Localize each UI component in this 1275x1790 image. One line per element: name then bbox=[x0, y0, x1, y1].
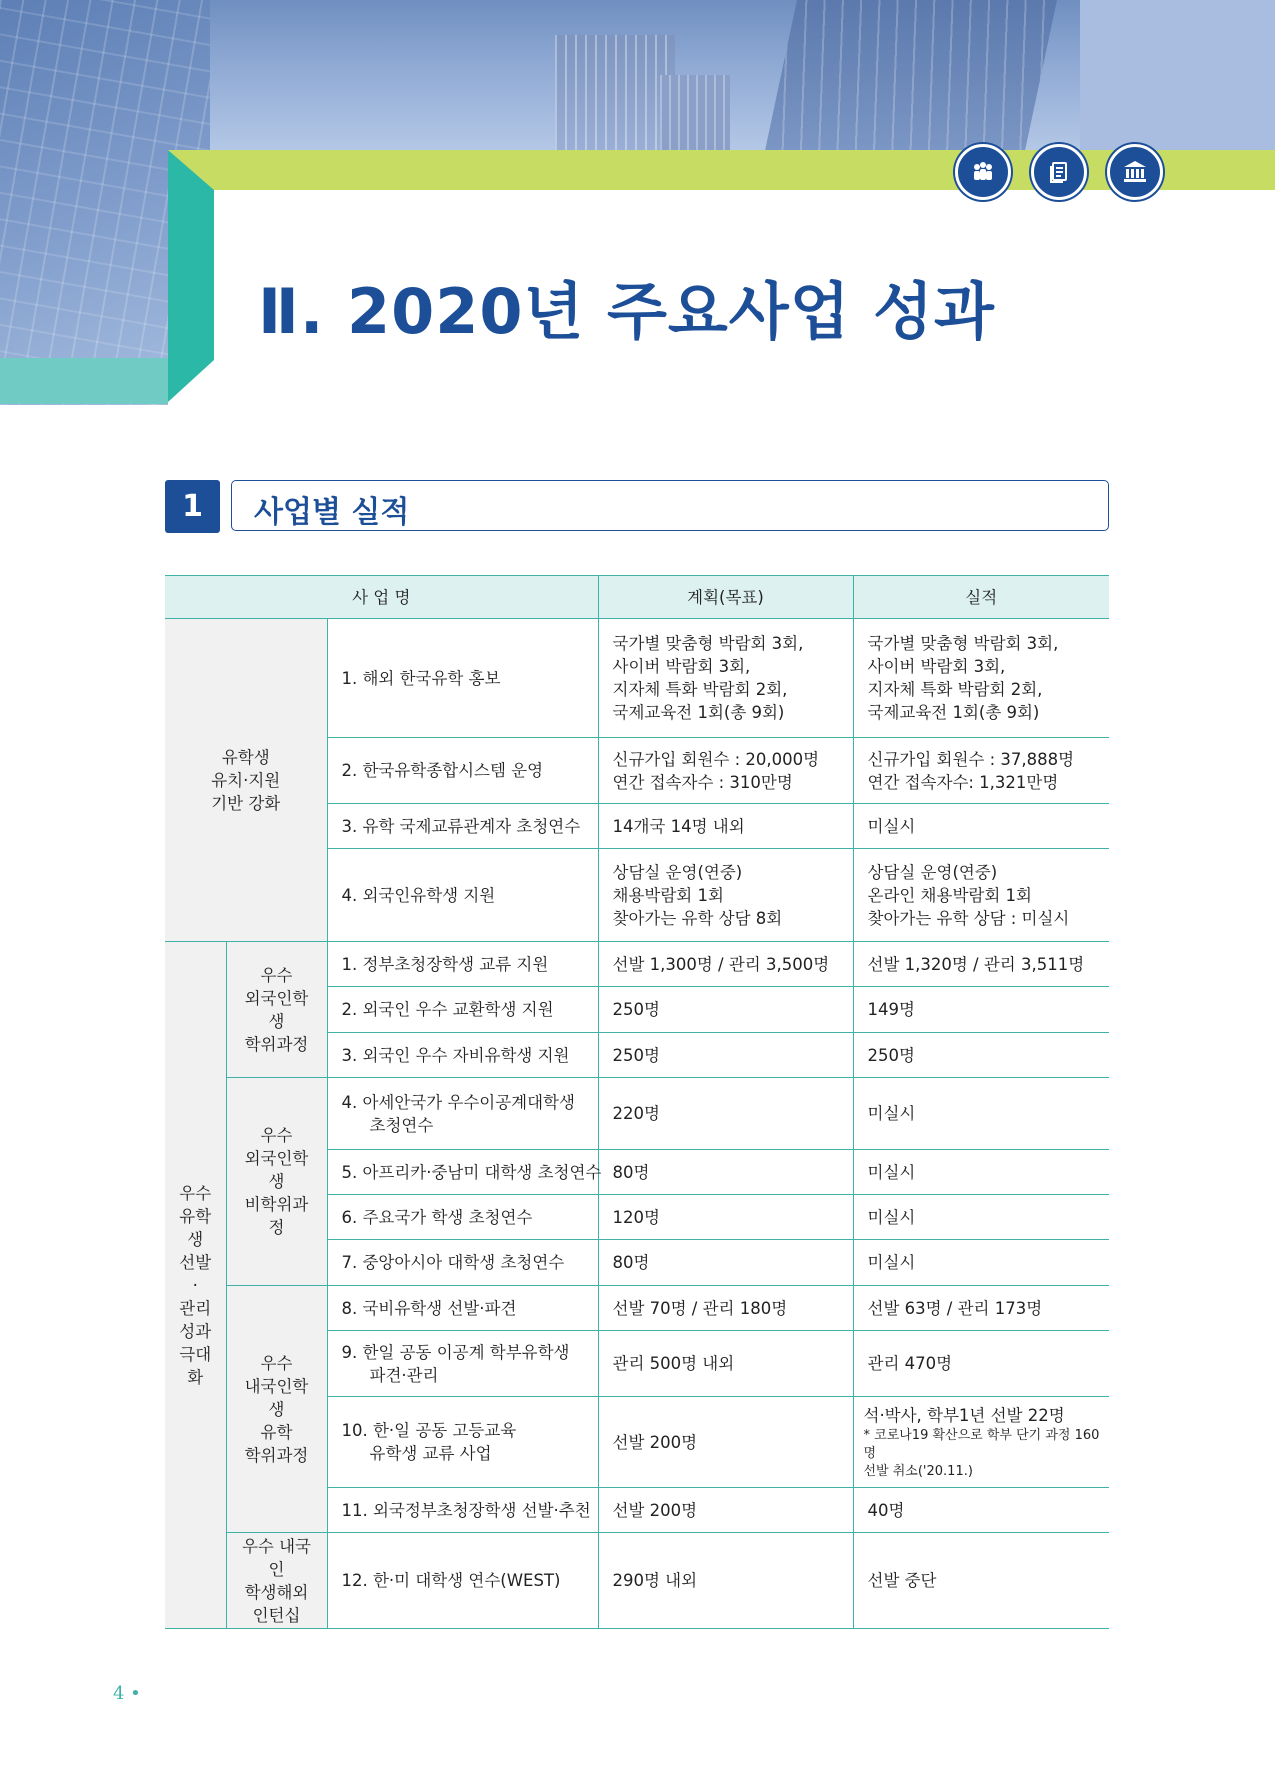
row-result: 국가별 맞춤형 박람회 3회, 사이버 박람회 3회, 지자체 특화 박람회 2회, 국제교육전 1회(총 9회) bbox=[853, 619, 1109, 738]
row-plan: 선발 200명 bbox=[598, 1397, 853, 1488]
row-plan: 14개국 14명 내외 bbox=[598, 804, 853, 849]
row-result: 미실시 bbox=[853, 1150, 1109, 1195]
row-plan: 신규가입 회원수 : 20,000명 연간 접속자수 : 310만명 bbox=[598, 738, 853, 804]
row-result: 미실시 bbox=[853, 804, 1109, 849]
subcategory-cell: 우수 외국인학생 학위과정 bbox=[226, 942, 327, 1078]
row-name: 8. 국비유학생 선발·파견 bbox=[327, 1286, 598, 1331]
building-image bbox=[763, 0, 1057, 160]
building-image bbox=[660, 75, 730, 160]
page-number: 4 • bbox=[113, 1683, 141, 1704]
category-cell: 유학생 유치·지원 기반 강화 bbox=[165, 619, 327, 942]
row-result: 250명 bbox=[853, 1033, 1109, 1078]
table-row bbox=[165, 1286, 1109, 1331]
section-number: 1 bbox=[165, 480, 220, 533]
page-title: Ⅱ. 2020년 주요사업 성과 bbox=[258, 275, 995, 348]
institution-icon bbox=[1107, 144, 1163, 200]
row-name: 3. 유학 국제교류관계자 초청연수 bbox=[327, 804, 598, 849]
row-name: 4. 아세안국가 우수이공계대학생 초청연수 bbox=[327, 1078, 598, 1150]
people-icon bbox=[955, 144, 1011, 200]
header-name: 사 업 명 bbox=[165, 576, 598, 619]
row-name: 9. 한일 공동 이공계 학부유학생 파견·관리 bbox=[327, 1331, 598, 1397]
row-name: 11. 외국정부초청장학생 선발·추천 bbox=[327, 1488, 598, 1533]
table-row bbox=[165, 1078, 1109, 1150]
decorative-band bbox=[168, 150, 214, 402]
table-row bbox=[165, 942, 1109, 987]
header-result: 실적 bbox=[853, 576, 1109, 619]
row-result: 149명 bbox=[853, 987, 1109, 1033]
row-result: 관리 470명 bbox=[853, 1331, 1109, 1397]
row-plan: 290명 내외 bbox=[598, 1533, 853, 1629]
table-row bbox=[165, 1533, 1109, 1629]
row-plan: 120명 bbox=[598, 1195, 853, 1240]
row-name: 4. 외국인유학생 지원 bbox=[327, 849, 598, 942]
row-plan: 관리 500명 내외 bbox=[598, 1331, 853, 1397]
subcategory-cell: 우수 내국인학생 유학 학위과정 bbox=[226, 1286, 327, 1533]
header-plan: 계획(목표) bbox=[598, 576, 853, 619]
building-image bbox=[555, 35, 675, 160]
row-plan: 250명 bbox=[598, 1033, 853, 1078]
table-row bbox=[165, 619, 1109, 738]
row-result: 미실시 bbox=[853, 1078, 1109, 1150]
subcategory-cell: 우수 외국인학생 비학위과정 bbox=[226, 1078, 327, 1286]
section-header bbox=[231, 480, 1109, 531]
row-plan: 250명 bbox=[598, 987, 853, 1033]
category-cell: 우수 유학생 선발· 관리 성과 극대화 bbox=[165, 942, 226, 1629]
building-image bbox=[1080, 0, 1275, 160]
row-name: 7. 중앙아시아 대학생 초청연수 bbox=[327, 1240, 598, 1286]
section-title: 사업별 실적 bbox=[254, 495, 410, 530]
row-plan: 80명 bbox=[598, 1240, 853, 1286]
row-result: 미실시 bbox=[853, 1195, 1109, 1240]
row-name: 2. 외국인 우수 교환학생 지원 bbox=[327, 987, 598, 1033]
result-note: * 코로나19 확산으로 학부 단기 과정 160명 선발 취소('20.11.) bbox=[863, 1427, 1100, 1479]
document-icon bbox=[1031, 144, 1087, 200]
row-plan: 선발 70명 / 관리 180명 bbox=[598, 1286, 853, 1331]
row-result: 신규가입 회원수 : 37,888명 연간 접속자수: 1,321만명 bbox=[853, 738, 1109, 804]
row-name: 3. 외국인 우수 자비유학생 지원 bbox=[327, 1033, 598, 1078]
row-plan: 국가별 맞춤형 박람회 3회, 사이버 박람회 3회, 지자체 특화 박람회 2회, 국제교육전 1회(총 9회) bbox=[598, 619, 853, 738]
row-name: 1. 해외 한국유학 홍보 bbox=[327, 619, 598, 738]
row-result: 선발 63명 / 관리 173명 bbox=[853, 1286, 1109, 1331]
row-name: 6. 주요국가 학생 초청연수 bbox=[327, 1195, 598, 1240]
row-result: 40명 bbox=[853, 1488, 1109, 1533]
row-result: 석·박사, 학부1년 선발 22명 * 코로나19 확산으로 학부 단기 과정 160명 선발 취소('20.11.) bbox=[853, 1397, 1109, 1488]
row-plan: 상담실 운영(연중) 채용박람회 1회 찾아가는 유학 상담 8회 bbox=[598, 849, 853, 942]
row-result: 미실시 bbox=[853, 1240, 1109, 1286]
row-result: 선발 1,320명 / 관리 3,511명 bbox=[853, 942, 1109, 987]
row-name: 5. 아프리카·중남미 대학생 초청연수 bbox=[327, 1150, 598, 1195]
performance-table bbox=[165, 575, 1109, 1629]
row-result: 선발 중단 bbox=[853, 1533, 1109, 1629]
row-plan: 선발 200명 bbox=[598, 1488, 853, 1533]
row-name: 1. 정부초청장학생 교류 지원 bbox=[327, 942, 598, 987]
row-result: 상담실 운영(연중) 온라인 채용박람회 1회 찾아가는 유학 상담 : 미실시 bbox=[853, 849, 1109, 942]
row-name: 12. 한·미 대학생 연수(WEST) bbox=[327, 1533, 598, 1629]
table-header-row bbox=[165, 576, 1109, 619]
row-name: 10. 한·일 공동 고등교육 유학생 교류 사업 bbox=[327, 1397, 598, 1488]
subcategory-cell: 우수 내국인 학생해외 인턴십 bbox=[226, 1533, 327, 1629]
row-plan: 80명 bbox=[598, 1150, 853, 1195]
row-name: 2. 한국유학종합시스템 운영 bbox=[327, 738, 598, 804]
row-plan: 220명 bbox=[598, 1078, 853, 1150]
row-plan: 선발 1,300명 / 관리 3,500명 bbox=[598, 942, 853, 987]
